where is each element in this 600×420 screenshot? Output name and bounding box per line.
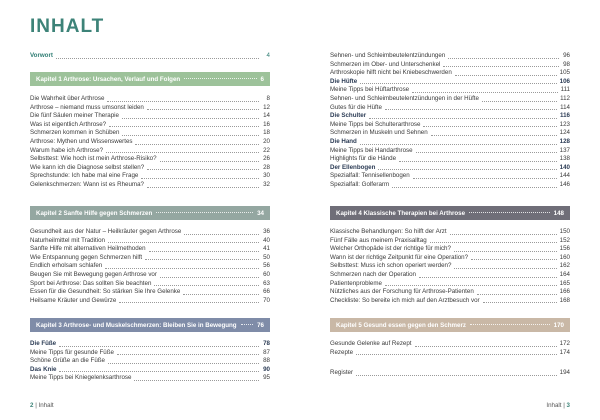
toc-entry-title: Rezepte — [330, 348, 354, 356]
dot-leader — [117, 354, 259, 355]
toc-entry[interactable] — [30, 129, 270, 138]
toc-entry[interactable] — [30, 254, 270, 263]
dot-leader — [448, 58, 559, 59]
toc-entry-page: 138 — [559, 155, 570, 163]
toc-entry-title: Arthrose: Mythen und Wissenswertes — [30, 137, 133, 145]
dot-leader — [454, 268, 556, 269]
toc-entry-title: Der Ellenbogen — [330, 163, 376, 171]
toc-entry-title: Die Hand — [330, 137, 357, 145]
toc-entry-title: Die Füße — [30, 340, 57, 347]
toc-entry-register[interactable]: Register 194 — [330, 369, 570, 376]
chapter-5-section — [330, 318, 570, 357]
footer-right-label: Inhalt | — [546, 402, 565, 409]
toc-entry-page: 63 — [263, 279, 270, 287]
toc-entry-title: Endlich erholsam schlafen — [30, 262, 103, 270]
toc-entry-page: 56 — [263, 262, 270, 270]
toc-entry[interactable] — [30, 164, 270, 173]
toc-entry[interactable] — [330, 147, 570, 156]
toc-entry[interactable] — [330, 245, 570, 254]
toc-entry[interactable] — [30, 155, 270, 164]
toc-entry-vorwort[interactable]: Vorwort 4 — [30, 52, 270, 59]
toc-entry-page: 96 — [563, 52, 570, 59]
toc-entry-title: Sehnen- und Schleimbeutelentzündungen — [330, 52, 446, 59]
toc-entry-page: 12 — [263, 103, 270, 111]
toc-entry[interactable] — [30, 121, 270, 130]
toc-entry[interactable] — [330, 288, 570, 297]
toc-entry[interactable] — [330, 349, 570, 358]
dot-leader — [471, 259, 557, 260]
dot-leader — [415, 346, 557, 347]
toc-entry-page: 160 — [559, 253, 570, 261]
toc-entry[interactable] — [30, 349, 270, 358]
toc-entry[interactable] — [330, 237, 570, 246]
toc-entry-title: Klassische Behandlungen: So hilft der Arzt — [330, 228, 447, 235]
chapter-5-list — [330, 340, 570, 357]
chapter-1-section — [30, 72, 270, 190]
toc-entry[interactable] — [330, 262, 570, 271]
toc-entry[interactable] — [30, 297, 270, 306]
toc-entry[interactable] — [30, 138, 270, 147]
toc-entry[interactable] — [30, 172, 270, 181]
chapter-3-heading[interactable]: Kapitel 3 Arthrose- und Muskelschmerzen: Bleiben Sie in Bewegung 76 — [30, 318, 270, 332]
dot-leader — [147, 187, 259, 188]
toc-entry-title: Selbsttest: Muss ich schon operiert werden? — [330, 262, 452, 270]
dot-leader — [145, 259, 259, 260]
toc-entry-title: Die fünf Säulen meiner Therapie — [30, 112, 119, 120]
right-top-list — [330, 52, 570, 190]
toc-entry-page: 105 — [559, 69, 570, 77]
toc-entry-title: Fünf Fälle aus meinem Praxisalltag — [330, 236, 427, 244]
toc-entry-title: Arthrose – niemand muss umsonst leiden — [30, 103, 144, 111]
toc-entry-title: Patientenprobleme — [330, 279, 382, 287]
dot-leader — [477, 294, 557, 295]
register-section — [330, 369, 570, 378]
toc-entry-page: 78 — [263, 340, 270, 347]
toc-entry-page: 124 — [559, 129, 570, 137]
toc-entry-title: Schmerzen in Muskeln und Sehnen — [330, 129, 428, 137]
toc-section-heading[interactable] — [330, 138, 570, 147]
toc-entry-page: 150 — [559, 228, 570, 235]
toc-entry-page: 18 — [263, 129, 270, 137]
toc-entry-page: 70 — [263, 296, 270, 304]
toc-entry-title: Beugen Sie mit Bewegung gegen Arthrose vor — [30, 270, 157, 278]
toc-entry-page: 140 — [559, 163, 570, 171]
toc-entry-title: Heilsame Kräuter und Gewürze — [30, 296, 117, 304]
toc-entry-title: Meine Tipps bei Hüftarthrose — [330, 86, 410, 94]
toc-entry-title: Wie kann ich die Diagnose selbst stellen? — [30, 163, 145, 171]
toc-left-column — [30, 52, 270, 61]
chapter-1-heading[interactable]: Kapitel 1 Arthrose: Ursachen, Verlauf und Folgen 6 — [30, 72, 270, 86]
toc-entry-title: Naturheilmittel mit Tradition — [30, 236, 105, 244]
dot-leader — [430, 242, 557, 243]
toc-entry-page: 174 — [559, 348, 570, 356]
toc-entry-page: 95 — [263, 374, 270, 382]
toc-entry-title: Checkliste: So bereite ich mich auf den Arztbesuch vor — [330, 296, 480, 304]
dot-leader — [122, 118, 259, 119]
toc-entry-page: 98 — [563, 60, 570, 68]
toc-entry[interactable] — [330, 228, 570, 237]
dot-leader — [147, 109, 259, 110]
toc-entry-title: Was ist eigentlich Arthrose? — [30, 120, 107, 128]
toc-entry[interactable] — [30, 374, 270, 383]
dot-leader — [392, 187, 557, 188]
toc-entry[interactable] — [30, 95, 270, 104]
toc-entry-title: Sehnen- und Schleimbeutelentzündungen in der Hüfte — [330, 94, 479, 102]
dot-leader — [454, 251, 557, 252]
dot-leader — [399, 161, 557, 162]
toc-section-heading[interactable] — [330, 164, 570, 173]
chapter-5-heading[interactable]: Kapitel 5 Gesund essen gegen den Schmerz 170 — [330, 318, 570, 332]
toc-entry-title: Schmerzen kommen in Schüben — [30, 129, 120, 137]
toc-entry-page: 20 — [263, 137, 270, 145]
toc-section-heading[interactable] — [330, 78, 570, 87]
dot-leader — [59, 371, 259, 372]
toc-right-column — [330, 52, 570, 190]
page-number-right: 3 — [566, 402, 570, 409]
footer-left — [30, 402, 54, 409]
dot-leader — [160, 277, 259, 278]
chapter-2-section — [30, 206, 270, 305]
dot-leader — [416, 152, 557, 153]
page-number-left: 2 — [30, 402, 34, 409]
toc-entry-title: Die Wahrheit über Arthrose — [30, 95, 105, 102]
toc-entry[interactable] — [330, 95, 570, 104]
toc-entry-page: 88 — [263, 357, 270, 365]
toc-entry[interactable] — [30, 271, 270, 280]
toc-entry-page: 152 — [559, 236, 570, 244]
toc-entry-page: 112 — [560, 94, 570, 102]
dot-leader — [122, 135, 259, 136]
toc-entry-page: 156 — [559, 245, 570, 253]
chapter-2-heading[interactable]: Kapitel 2 Sanfte Hilfe gegen Schmerzen 34 — [30, 206, 270, 220]
toc-entry-page: 137 — [559, 146, 570, 154]
dot-leader — [135, 144, 259, 145]
dot-leader — [450, 234, 557, 235]
toc-entry-page: 128 — [559, 137, 570, 145]
toc-entry-title: Schmerzen im Ober- und Unterschenkel — [330, 60, 441, 68]
toc-entry[interactable] — [30, 147, 270, 156]
toc-entry[interactable] — [330, 121, 570, 130]
dot-leader — [356, 354, 557, 355]
dot-leader — [59, 346, 259, 347]
toc-entry-title: Das Knie — [30, 365, 57, 373]
toc-entry[interactable] — [30, 104, 270, 113]
toc-entry-page: 8 — [266, 95, 270, 102]
toc-entry[interactable] — [30, 280, 270, 289]
toc-entry-page: 36 — [263, 228, 270, 235]
toc-entry[interactable] — [330, 340, 570, 349]
toc-entry-page: 22 — [263, 146, 270, 154]
toc-entry-title: Gesundheit aus der Natur – Heilkräuter gegen Arthrose — [30, 228, 182, 235]
chapter-1-list — [30, 95, 270, 190]
toc-entry[interactable] — [330, 52, 570, 61]
dot-leader — [119, 302, 259, 303]
toc-entry-title: Highlights für die Hände — [330, 155, 397, 163]
toc-entry-page: 123 — [559, 120, 570, 128]
dot-leader — [106, 152, 259, 153]
toc-entry-title: Spezialfall: Tennisellenbogen — [330, 172, 410, 180]
toc-entry[interactable] — [30, 237, 270, 246]
dot-leader — [149, 251, 259, 252]
dot-leader — [483, 302, 557, 303]
toc-entry-page: 165 — [559, 279, 570, 287]
dot-leader — [108, 363, 259, 364]
toc-entry-page: 172 — [559, 340, 570, 347]
toc-entry-title: Die Hüfte — [330, 77, 358, 85]
dot-leader — [141, 178, 259, 179]
footer-left-label: | Inhalt — [35, 402, 54, 409]
toc-entry[interactable] — [30, 288, 270, 297]
page-title: INHALT — [30, 16, 105, 37]
toc-entry-page: 14 — [263, 112, 270, 120]
toc-entry-title: Schöne Grüße an die Füße — [30, 357, 105, 365]
toc-entry-page: 111 — [560, 86, 570, 94]
toc-entry-page: 28 — [263, 163, 270, 171]
toc-entry-title: Spezialfall: Golferarm — [330, 180, 390, 188]
toc-entry[interactable] — [330, 69, 570, 78]
toc-entry-page: 162 — [559, 262, 570, 270]
toc-entry[interactable] — [330, 155, 570, 164]
toc-entry-title: Nützliches aus der Forschung für Arthrose-Patienten — [330, 288, 474, 296]
toc-section-heading[interactable] — [30, 340, 270, 349]
toc-section-heading[interactable] — [30, 366, 270, 375]
dot-leader — [419, 277, 557, 278]
toc-entry-page: 116 — [560, 112, 570, 120]
toc-entry[interactable] — [30, 262, 270, 271]
toc-entry-page: 30 — [263, 172, 270, 180]
toc-entry-title: Gutes für die Hüfte — [330, 103, 382, 111]
toc-entry-page: 32 — [263, 180, 270, 188]
dot-leader — [378, 169, 556, 170]
toc-entry[interactable] — [330, 254, 570, 263]
dot-leader — [369, 118, 557, 119]
dot-leader — [160, 161, 259, 162]
chapter-3-section — [30, 318, 270, 383]
toc-entry-page: 66 — [263, 288, 270, 296]
toc-entry-page: 60 — [263, 270, 270, 278]
toc-entry-title: Schmerzen nach der Operation — [330, 270, 416, 278]
chapter-2-list — [30, 228, 270, 305]
toc-entry-title: Welcher Orthopäde ist der richtige für mich? — [330, 245, 451, 253]
dot-leader — [360, 144, 557, 145]
toc-entry[interactable] — [330, 172, 570, 181]
dot-leader — [385, 109, 557, 110]
chapter-4-section — [330, 206, 570, 305]
toc-section-heading[interactable] — [330, 112, 570, 121]
dot-leader — [482, 101, 557, 102]
footer-right — [546, 402, 570, 409]
toc-entry-title: Selbsttest: Wie hoch ist mein Arthrose-Risiko? — [30, 155, 157, 163]
toc-entry[interactable] — [330, 181, 570, 190]
dot-leader — [412, 92, 557, 93]
toc-entry-title: Sprechstunde: Ich habe mal eine Frage — [30, 172, 139, 180]
toc-entry-page: 40 — [263, 236, 270, 244]
toc-entry-page: 166 — [559, 288, 570, 296]
toc-entry[interactable] — [30, 112, 270, 121]
dot-leader — [184, 234, 259, 235]
dot-leader — [413, 178, 557, 179]
toc-entry[interactable] — [330, 61, 570, 70]
dot-leader — [154, 285, 259, 286]
toc-entry-page: 144 — [559, 172, 570, 180]
dot-leader — [431, 135, 557, 136]
dot-leader — [107, 101, 259, 102]
dot-leader — [360, 83, 557, 84]
toc-entry-title: Arthroskopie hilft nicht bei Kniebeschwerden — [330, 69, 452, 77]
dot-leader — [134, 380, 259, 381]
dot-leader — [385, 285, 557, 286]
dot-leader — [105, 268, 259, 269]
toc-entry-page: 106 — [559, 77, 570, 85]
toc-entry-title: Sport bei Arthrose: Das sollten Sie beachten — [30, 279, 152, 287]
dot-leader — [147, 169, 259, 170]
toc-entry-title: Gelenkschmerzen: Wann ist es Rheuma? — [30, 180, 144, 188]
chapter-3-list — [30, 340, 270, 383]
toc-entry-title: Meine Tipps bei Schulterarthrose — [330, 120, 421, 128]
toc-entry[interactable] — [30, 181, 270, 190]
toc-entry[interactable] — [30, 357, 270, 366]
toc-entry-title: Meine Tipps bei Kniegelenksarthrose — [30, 374, 132, 382]
toc-entry-page: 164 — [559, 270, 570, 278]
dot-leader — [108, 242, 259, 243]
toc-entry-page: 50 — [263, 253, 270, 261]
toc-entry-title: Meine Tipps für gesunde Füße — [30, 348, 114, 356]
toc-entry-title: Wie Entspannung gegen Schmerzen hilft — [30, 253, 143, 261]
dot-leader — [183, 294, 259, 295]
toc-entry-title: Warum habe ich Arthrose? — [30, 146, 104, 154]
toc-entry-title: Meine Tipps bei Handarthrose — [330, 146, 413, 154]
dot-leader — [109, 126, 259, 127]
toc-entry-title: Sanfte Hilfe mit alternativen Heilmethoden — [30, 245, 146, 253]
toc-entry-title: Gesunde Gelenke auf Rezept — [330, 340, 412, 347]
chapter-4-list — [330, 228, 570, 305]
toc-entry[interactable] — [330, 297, 570, 306]
toc-entry-title: Die Schulter — [330, 112, 367, 120]
toc-entry-page: 114 — [560, 103, 570, 111]
toc-entry[interactable] — [330, 271, 570, 280]
toc-entry-page: 26 — [263, 155, 270, 163]
toc-entry-page: 146 — [559, 180, 570, 188]
dot-leader — [443, 66, 559, 67]
toc-entry-page: 16 — [263, 120, 270, 128]
toc-entry-title: Essen für die Gesundheit: So stärken Sie Ihre Gelenke — [30, 288, 181, 296]
chapter-4-heading[interactable]: Kapitel 4 Klassische Therapien bei Arthrose 148 — [330, 206, 570, 220]
toc-entry[interactable] — [330, 280, 570, 289]
toc-entry-page: 90 — [263, 365, 270, 373]
toc-entry-title: Wann ist der richtige Zeitpunkt für eine Operation? — [330, 253, 469, 261]
toc-entry-page: 168 — [559, 296, 570, 304]
toc-entry[interactable] — [30, 228, 270, 237]
toc-entry[interactable] — [30, 245, 270, 254]
toc-entry[interactable] — [330, 86, 570, 95]
toc-entry-page: 41 — [263, 245, 270, 253]
toc-entry-page: 87 — [263, 348, 270, 356]
toc-entry[interactable] — [330, 129, 570, 138]
dot-leader — [423, 126, 556, 127]
dot-leader — [455, 75, 557, 76]
toc-entry[interactable] — [330, 104, 570, 113]
